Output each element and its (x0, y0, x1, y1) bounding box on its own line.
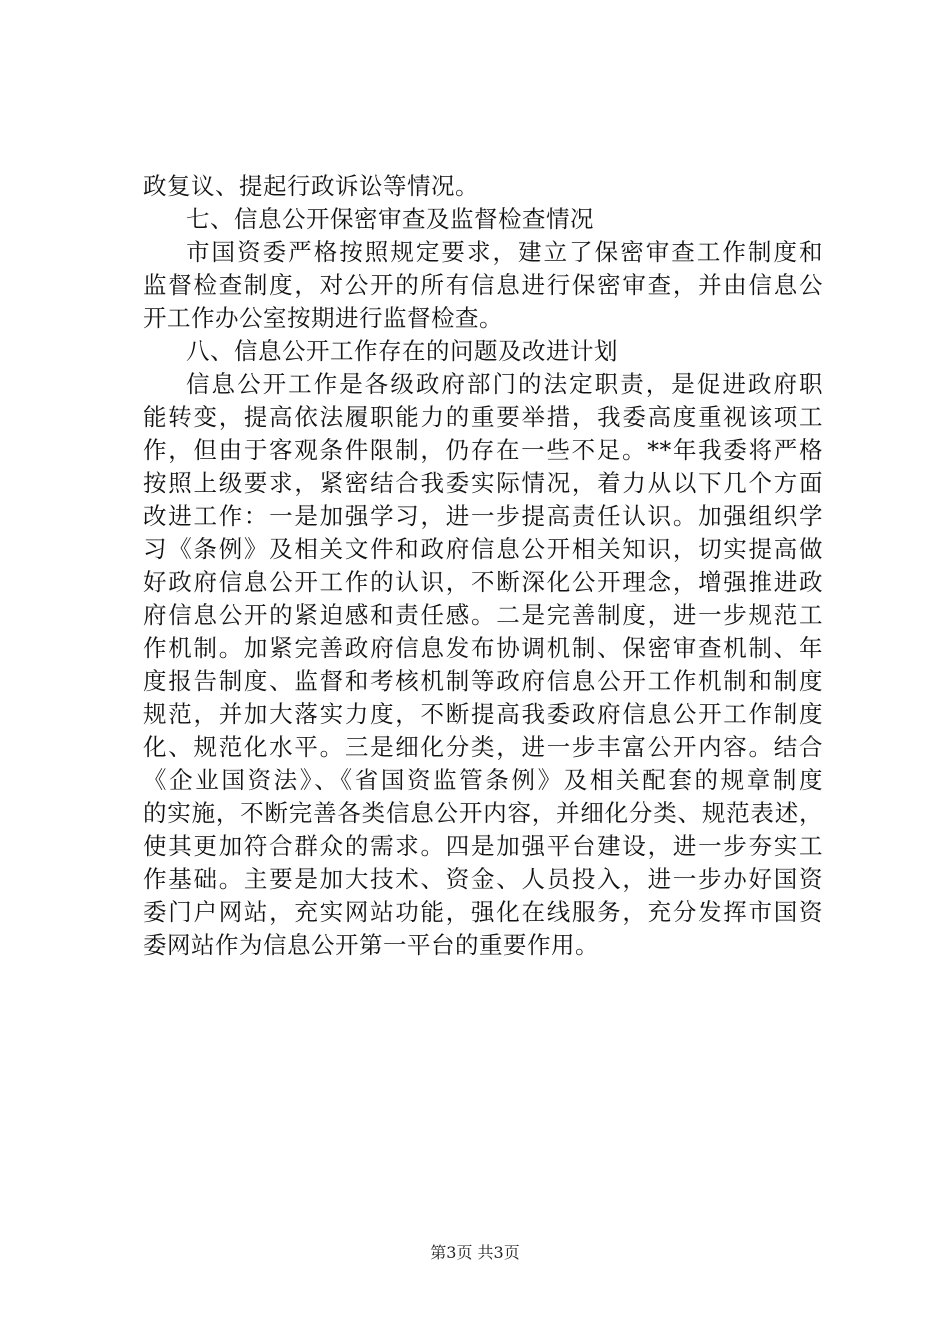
page-footer: 第3页 共3页 (430, 1243, 520, 1262)
text-line: 八、信息公开工作存在的问题及改进计划 (186, 337, 618, 365)
text-line: 信息公开工作是各级政府部门的法定职责，是促进政府职 (186, 370, 823, 398)
text-line: 作机制。加紧完善政府信息发布协调机制、保密审查机制、年 (143, 634, 823, 662)
text-line: 政复议、提起行政诉讼等情况。 (143, 172, 479, 200)
text-line: 习《条例》及相关文件和政府信息公开相关知识，切实提高做 (143, 535, 823, 563)
text-line: 开工作办公室按期进行监督检查。 (143, 304, 503, 332)
text-line: 府信息公开的紧迫感和责任感。二是完善制度，进一步规范工 (143, 601, 823, 629)
text-line: 化、规范化水平。三是细化分类，进一步丰富公开内容。结合 (143, 733, 823, 761)
text-line: 作，但由于客观条件限制，仍存在一些不足。**年我委将严格 (143, 436, 823, 464)
text-line: 能转变，提高依法履职能力的重要举措，我委高度重视该项工 (143, 403, 823, 431)
text-line: 七、信息公开保密审查及监督检查情况 (186, 205, 594, 233)
text-line: 好政府信息公开工作的认识，不断深化公开理念，增强推进政 (143, 568, 823, 596)
text-line: 的实施，不断完善各类信息公开内容，并细化分类、规范表述， (143, 799, 823, 827)
text-line: 委网站作为信息公开第一平台的重要作用。 (143, 931, 599, 959)
text-line: 《企业国资法》、《省国资监管条例》及相关配套的规章制度 (143, 766, 823, 794)
document-body (143, 170, 823, 962)
text-line: 委门户网站，充实网站功能，强化在线服务，充分发挥市国资 (143, 898, 823, 926)
text-line: 使其更加符合群众的需求。四是加强平台建设，进一步夯实工 (143, 832, 823, 860)
text-line: 监督检查制度，对公开的所有信息进行保密审查，并由信息公 (143, 271, 823, 299)
text-line: 作基础。主要是加大技术、资金、人员投入，进一步办好国资 (143, 865, 823, 893)
text-line: 度报告制度、监督和考核机制等政府信息公开工作机制和制度 (143, 667, 823, 695)
text-line: 市国资委严格按照规定要求，建立了保密审查工作制度和 (186, 238, 823, 266)
text-line: 按照上级要求，紧密结合我委实际情况，着力从以下几个方面 (143, 469, 823, 497)
text-line: 改进工作：一是加强学习，进一步提高责任认识。加强组织学 (143, 502, 823, 530)
text-line: 规范，并加大落实力度，不断提高我委政府信息公开工作制度 (143, 700, 823, 728)
